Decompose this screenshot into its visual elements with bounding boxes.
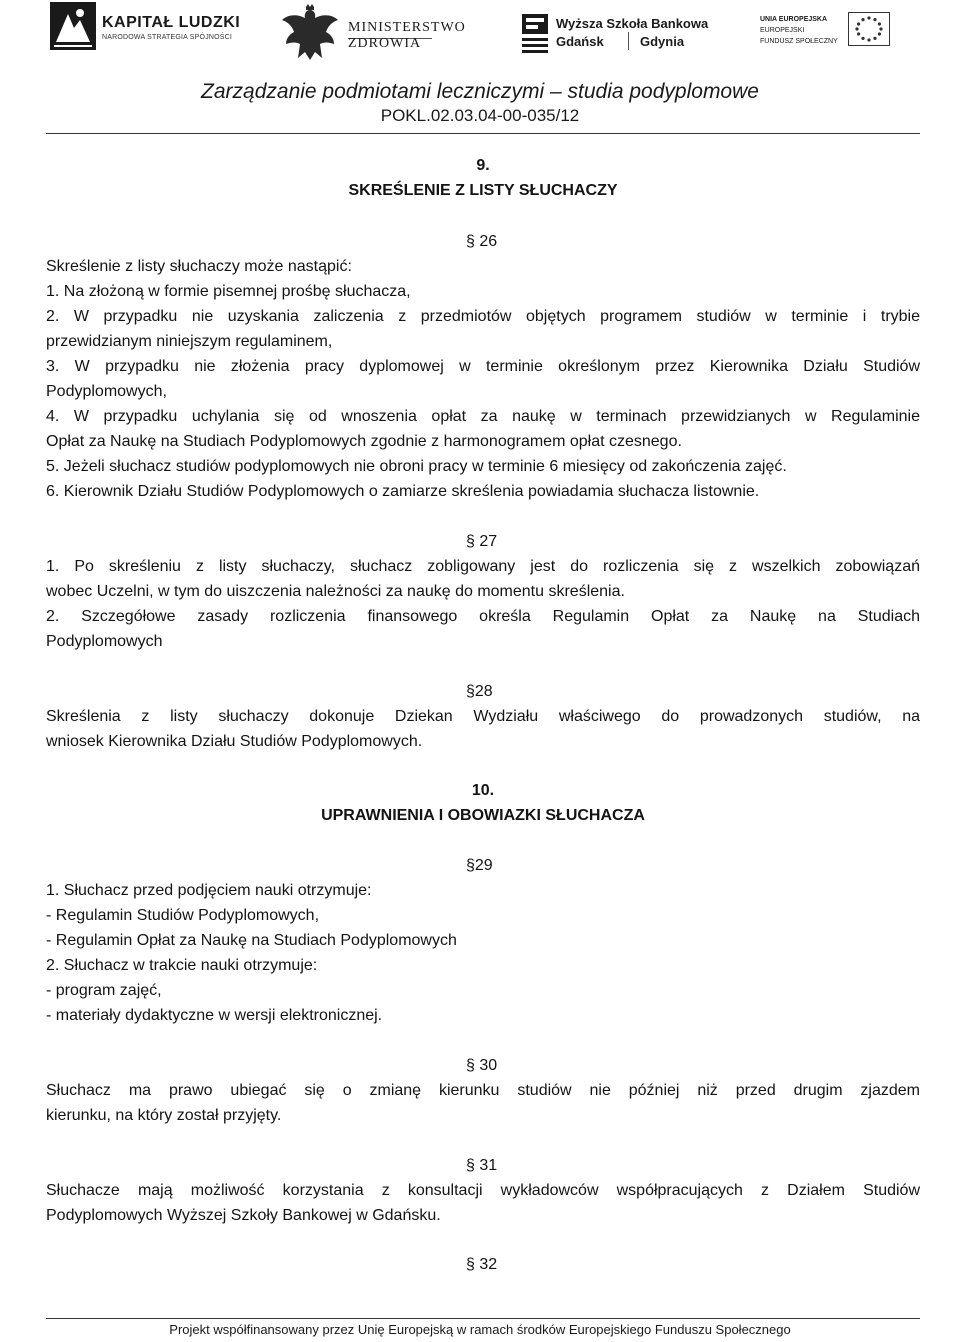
paragraph-30-mark: § 30	[466, 1057, 498, 1074]
ue-efs-logo	[760, 12, 890, 56]
paragraph-28-mark: §28	[466, 683, 493, 700]
ue-line1: UNIA EUROPEJSKA	[760, 16, 828, 23]
paragraph-26-item-3: 3. W przypadku nie złożenia pracy dyplomowej w terminie określonym przez Kierownika Działu Studiów	[46, 358, 920, 375]
project-title: Zarządzanie podmiotami leczniczymi – studia podyplomowe	[201, 80, 759, 103]
section-10-heading: UPRAWNIENIA I OBOWIAZKI SŁUCHACZA	[321, 807, 645, 824]
footer-divider	[46, 1318, 920, 1319]
ministerstwo-zdrowia-logo	[278, 4, 468, 64]
ue-line2: EUROPEJSKI	[760, 27, 805, 34]
paragraph-29-line-6: - materiały dydaktyczne w wersji elektronicznej.	[46, 1007, 383, 1024]
wsb-city-gdynia: Gdynia	[640, 34, 685, 49]
section-10-number: 10.	[471, 782, 495, 799]
paragraph-26-mark: § 26	[466, 233, 498, 250]
paragraph-26-item-5: 5. Jeżeli słuchacz studiów podyplomowych nie obroni pracy w terminie 6 miesięcy od zakończenia zajęć.	[46, 458, 787, 475]
kapital-ludzki-logo	[50, 2, 241, 56]
paragraph-26-item-4: 4. W przypadku uchylania się od wnoszenia opłat za naukę w terminach przewidzianych w Regulaminie	[46, 408, 920, 425]
paragraph-26-item-4-cont: Opłat za Naukę na Studiach Podyplomowych zgodnie z harmonogramem opłat czesnego.	[46, 433, 682, 450]
paragraph-31-mark: § 31	[466, 1157, 498, 1174]
paragraph-30-line-1: Słuchacz ma prawo ubiegać się o zmianę kierunku studiów nie później niż przed drugim zjazdem	[46, 1082, 920, 1099]
section-9-number: 9.	[476, 157, 490, 174]
paragraph-29-line-1: 1. Słuchacz przed podjęciem nauki otrzymuje:	[46, 882, 372, 899]
paragraph-26-item-6: 6. Kierownik Działu Studiów Podyplomowych o zamiarze skreślenia powiadamia słuchacza listownie.	[46, 483, 760, 500]
ministerstwo-text: MINISTERSTWO	[348, 20, 466, 35]
logo-bar	[0, 0, 960, 72]
section-9-heading: SKREŚLENIE Z LISTY SŁUCHACZY	[348, 182, 618, 199]
wsb-name: Wyższa Szkoła Bankowa	[556, 16, 709, 31]
paragraph-27-item-2: 2. Szczegółowe zasady rozliczenia finansowego określa Regulamin Opłat za Naukę na Studiach	[46, 608, 920, 625]
paragraph-26-item-3-cont: Podyplomowych,	[46, 383, 167, 400]
kapital-ludzki-icon	[50, 2, 96, 50]
paragraph-30-line-2: kierunku, na który został przyjęty.	[46, 1107, 282, 1124]
paragraph-31-line-1: Słuchacze mają możliwość korzystania z konsultacji wykładowców współpracujących z Działem Studiów	[46, 1182, 920, 1199]
eagle-emblem-icon	[278, 4, 342, 64]
eu-flag-icon	[848, 12, 890, 46]
paragraph-27-item-2-cont: Podyplomowych	[46, 633, 163, 650]
project-code: POKL.02.03.04-00-035/12	[380, 106, 580, 125]
paragraph-26-item-1: 1. Na złożoną w formie pisemnej prośbę słuchacza,	[46, 283, 411, 300]
paragraph-31-line-2: Podyplomowych Wyższej Szkoły Bankowej w Gdańsku.	[46, 1207, 441, 1224]
paragraph-29-line-3: - Regulamin Opłat za Naukę na Studiach Podyplomowych	[46, 932, 457, 949]
footer-note: Projekt współfinansowany przez Unię Europejską w ramach środków Europejskiego Funduszu Społecznego	[169, 1322, 791, 1337]
paragraph-29-line-5: - program zajęć,	[46, 982, 162, 999]
paragraph-27-item-1: 1. Po skreśleniu z listy słuchaczy, słuchacz zobligowany jest do rozliczenia się z wszelkich zobowiązań	[46, 558, 920, 575]
paragraph-32-mark: § 32	[466, 1256, 498, 1273]
paragraph-26-intro: Skreślenie z listy słuchaczy może nastąpić:	[46, 258, 352, 275]
ue-line3: FUNDUSZ SPOŁECZNY	[760, 38, 838, 45]
zdrowia-text: ZDROWIA	[348, 36, 422, 51]
kapital-ludzki-subtitle: NARODOWA STRATEGIA SPÓJNOŚCI	[102, 34, 233, 41]
paragraph-26-item-2: 2. W przypadku nie uzyskania zaliczenia z przedmiotów objętych programem studiów w terminie i trybie	[46, 308, 920, 325]
paragraph-26-item-2-cont: przewidzianym niniejszym regulaminem,	[46, 333, 333, 350]
kapital-ludzki-title: KAPITAŁ LUDZKI	[102, 14, 241, 31]
paragraph-28-line-2: wniosek Kierownika Działu Studiów Podyplomowych.	[46, 733, 423, 750]
wsb-city-gdansk: Gdańsk	[556, 34, 604, 49]
paragraph-27-mark: § 27	[466, 533, 498, 550]
paragraph-27-item-1-cont: wobec Uczelni, w tym do uiszczenia należności za naukę do momentu skreślenia.	[46, 583, 625, 600]
paragraph-29-mark: §29	[466, 857, 493, 874]
paragraph-29-line-4: 2. Słuchacz w trakcie nauki otrzymuje:	[46, 957, 318, 974]
paragraph-28-line-1: Skreślenia z listy słuchaczy dokonuje Dziekan Wydziału właściwego do prowadzonych studiów, na	[46, 708, 920, 725]
paragraph-29-line-2: - Regulamin Studiów Podyplomowych,	[46, 907, 320, 924]
wsb-logo	[522, 10, 709, 60]
wsb-separator	[628, 32, 629, 50]
header-divider	[46, 133, 920, 134]
wsb-emblem-icon	[522, 14, 548, 54]
